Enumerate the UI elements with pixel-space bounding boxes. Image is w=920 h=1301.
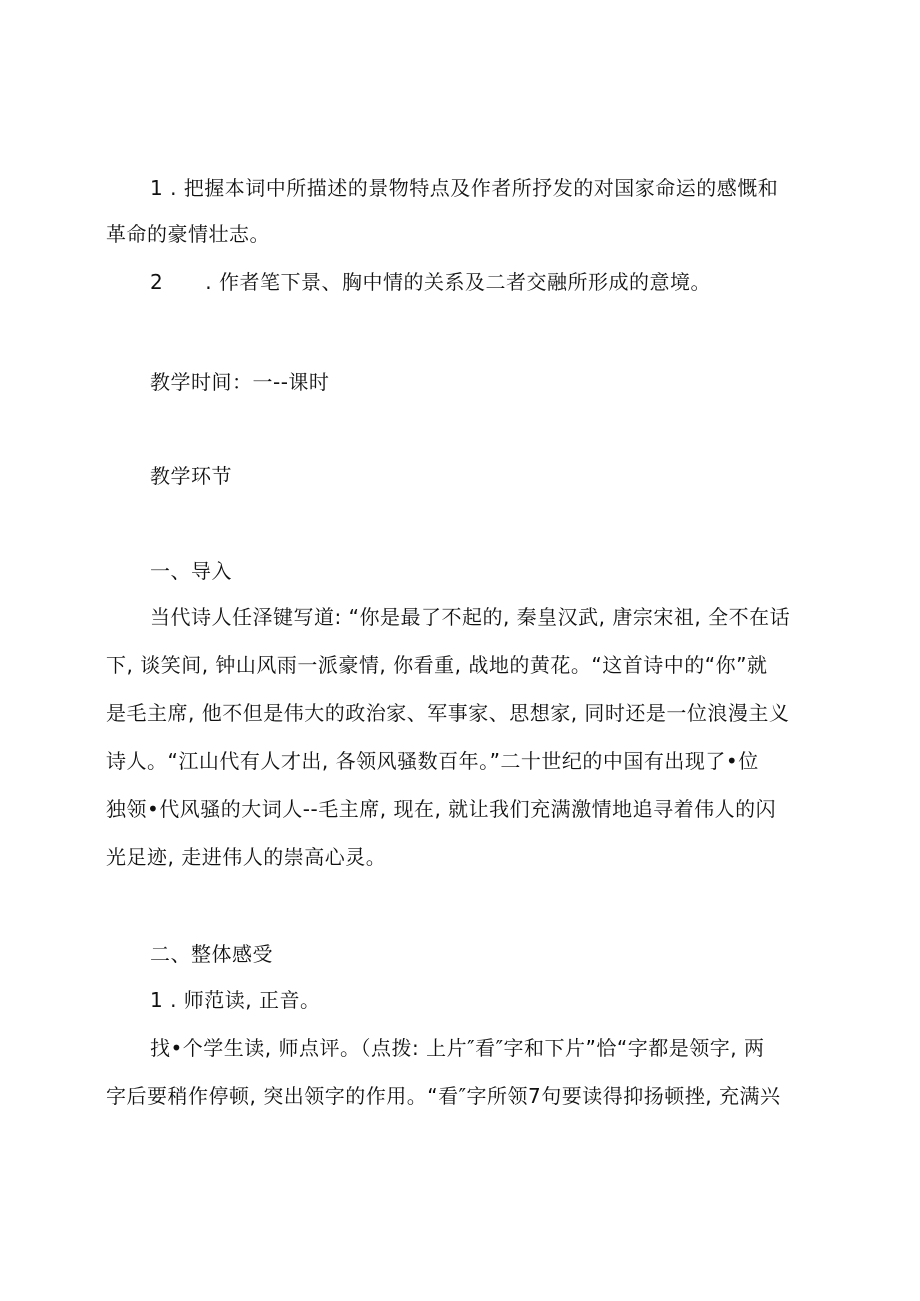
section-2-item-1: 1 . 师范读, 正音。 bbox=[150, 988, 321, 1012]
goal-item-1-line-1 bbox=[150, 174, 778, 202]
section-2-paragraph-line: 找•个学生读, 师点评。（点拨: 上片″看″字和下片”恰“字都是领字, 两 bbox=[150, 1036, 765, 1060]
section-1-paragraph-line: 独领•代风骚的大词人--毛主席, 现在, 就让我们充满激情地追寻着伟人的闪 bbox=[106, 797, 777, 821]
section-2-paragraph-line: 字后要稍作停顿, 突出领字的作用。“看″字所领7句要读得抑扬顿挫, 充满兴 bbox=[106, 1084, 781, 1108]
section-1-heading: 一、导入 bbox=[150, 559, 232, 583]
goal-item-1-number: 1 bbox=[150, 176, 164, 200]
section-1-paragraph-line: 当代诗人任泽键写道: “你是最了不起的, 秦皇汉武, 唐宗宋祖, 全不在话 bbox=[150, 605, 791, 629]
goal-item-2-number: 2 bbox=[150, 270, 164, 294]
teaching-time: 教学时间：一--课时 bbox=[150, 370, 330, 394]
steps-title: 教学环节 bbox=[150, 464, 232, 488]
section-1-paragraph-line: 诗人。“江山代有人才出, 各领风骚数百年。”二十世纪的中国有出现了•位 bbox=[106, 749, 759, 773]
goal-item-1-line-2: 革命的豪情壮志。 bbox=[106, 222, 270, 246]
goal-item-1-text: . 把握本词中所描述的景物特点及作者所抒发的对国家命运的感慨和 bbox=[170, 176, 779, 200]
section-1-paragraph-line: 下, 谈笑间, 钟山风雨一派豪情, 你看重, 战地的黄花。“这首诗中的“你”就 bbox=[106, 653, 768, 677]
section-1-paragraph-line: 是毛主席, 他不但是伟大的政治家、军事家、思想家, 同时还是一位浪漫主义 bbox=[106, 701, 790, 725]
goal-item-2-text: . 作者笔下景、胸中情的关系及二者交融所形成的意境。 bbox=[205, 270, 711, 294]
section-2-heading: 二、整体感受 bbox=[150, 942, 273, 966]
goal-item-2 bbox=[150, 268, 711, 296]
section-1-paragraph-line: 光足迹, 走进伟人的崇高心灵。 bbox=[106, 845, 387, 869]
